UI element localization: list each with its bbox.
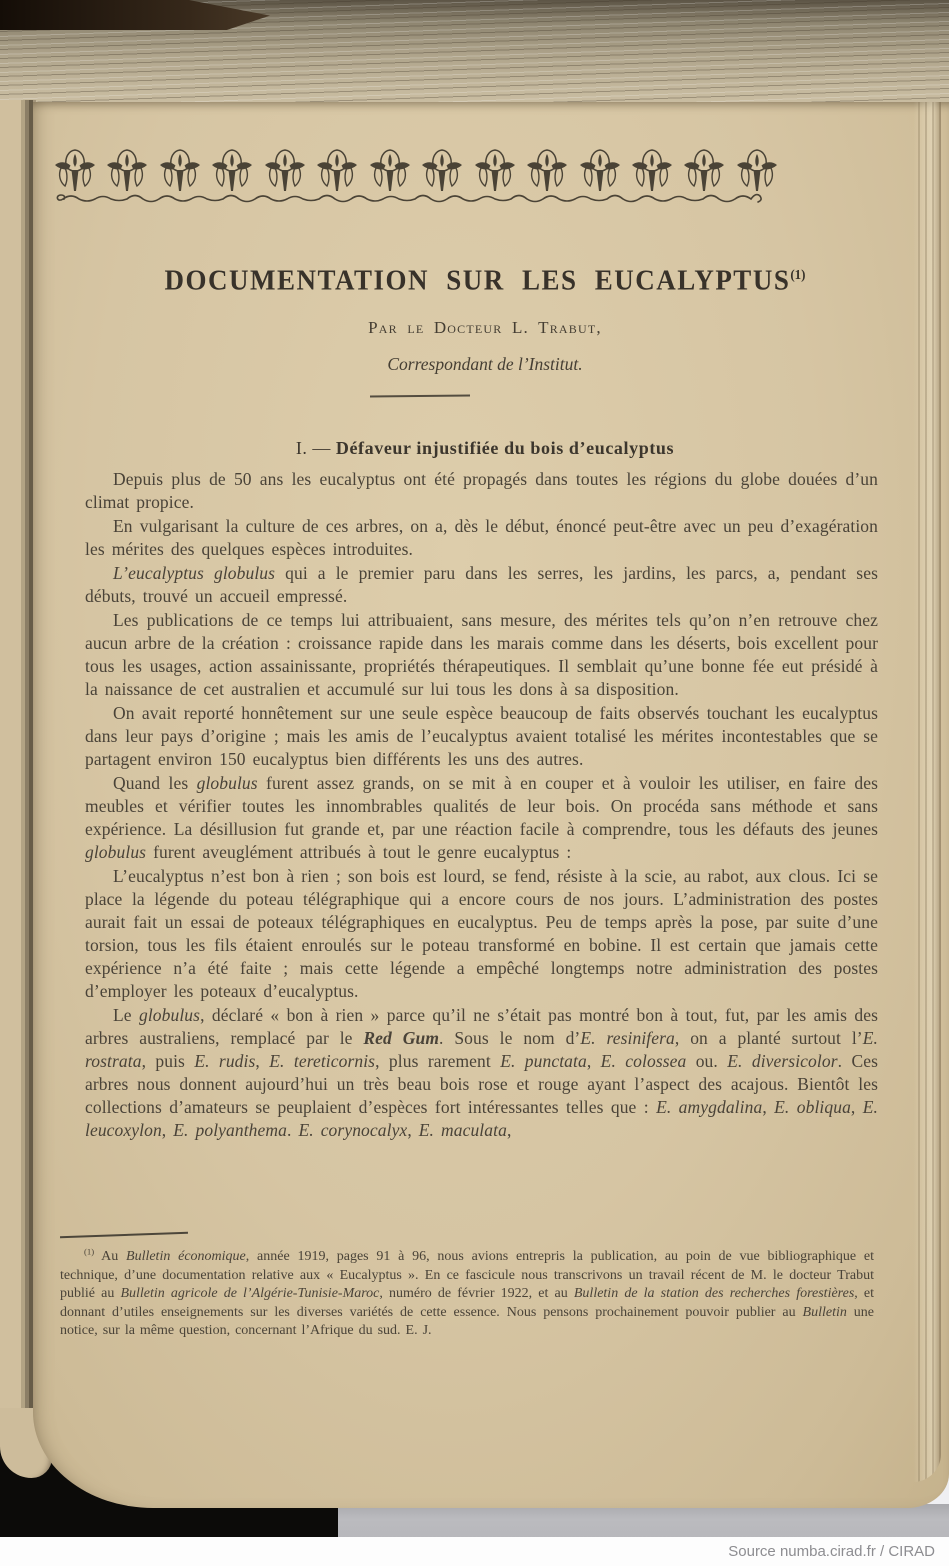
iris-flower-icon: [578, 148, 622, 194]
text-run: furent aveuglément attribués à tout le genre eucalyptus :: [146, 842, 572, 862]
text-run: , puis: [141, 1051, 195, 1071]
text-run: E. resinifera: [580, 1028, 675, 1048]
text-run: , et donnant d’utiles enseignements sur les diverses variétés de cette essence. Nous pensons prochainement pouvoir publier au: [60, 1286, 875, 1320]
paragraph: [85, 772, 878, 864]
text-run: globulus: [196, 773, 258, 793]
text-run: E. maculata: [418, 1120, 507, 1140]
divider-rule: [370, 394, 470, 397]
text-run: ,: [407, 1120, 419, 1140]
text-run: Depuis plus de 50 ans les eucalyptus ont été propagés dans toutes les régions du globe douées d’un climat propice.: [85, 469, 878, 512]
text-run: E. tereticornis: [269, 1051, 376, 1071]
iris-flower-icon: [630, 148, 674, 194]
text-run: .: [287, 1120, 299, 1140]
ornament-band: [53, 148, 779, 206]
text-run: E. diversicolor: [727, 1051, 838, 1071]
text-run: En vulgarisant la culture de ces arbres, on a, dès le début, énoncé peut-être avec un peu d’exagération les mérites des quelques espèces introduites.: [85, 516, 878, 559]
text-run: L’eucalyptus n’est bon à rien ; son bois est lourd, se fend, résiste à la scie, au rabot, aux clous. Ici se place la légende du poteau télégraphique qui a encore cours de nos jours. L’administration des postes aurait fait un essai de poteaux télégraphiques en eucalyptus. Peu de temps après la pose, par suite d’une torsion, tous les fils étaient enroulés sur le poteau transformé en bobine. Il est certain que jamais cette expérience n’a été faite ; mais cette légende a empêché longtemps notre administration des postes d’employer les poteaux d’eucalyptus.: [85, 866, 878, 1001]
text-run: . Ces arbres nous donnent aujourd’hui un très beau bois rose et rouge ayant l’aspect des acajous. Bientôt les collections d’amateurs se peuplaient d’espèces fort intéressantes telles que :: [85, 1051, 878, 1117]
text-run: Quand les: [113, 773, 197, 793]
text-run: une notice, sur la même question, concernant l’Afrique du sud. E. J.: [60, 1304, 874, 1339]
text-run: ,: [850, 1097, 863, 1117]
iris-flower-icon: [105, 148, 149, 194]
book-page: [33, 102, 949, 1508]
iris-flower-icon: [53, 148, 97, 194]
text-run: L’eucalyptus globulus: [113, 563, 276, 583]
text-run: Bulletin: [802, 1304, 847, 1320]
text-run: Bulletin économique: [126, 1249, 246, 1264]
paragraph: [85, 515, 878, 561]
paragraph: [85, 1004, 878, 1142]
iris-flower-icon: [525, 148, 569, 194]
text-run: , plus rarement: [375, 1051, 501, 1071]
iris-flower-icon: [682, 148, 726, 194]
source-credit: Source numba.cirad.fr / CIRAD: [728, 1543, 935, 1560]
iris-flower-icon: [473, 148, 517, 194]
iris-flower-icon: [315, 148, 359, 194]
iris-flower-icon: [420, 148, 464, 194]
text-run: On avait reporté honnêtement sur une seule espèce beaucoup de faits observés touchant les eucalyptus dans leur pays d’origine ; mais les amis de l’eucalyptus avaient totalisé les mérites incontestables que se partagent environ 150 eucalyptus bien différents les uns des autres.: [85, 703, 878, 769]
text-run: E. rudis: [194, 1051, 256, 1071]
paragraph: [85, 562, 878, 608]
text-run: Bulletin agricole de l’Algérie-Tunisie-Maroc: [120, 1286, 380, 1302]
footnote-rule: [60, 1232, 188, 1238]
text-run: Au: [94, 1249, 127, 1264]
text-run: E. leucoxylon: [85, 1097, 879, 1140]
text-run: ou.: [686, 1051, 728, 1071]
text-run: E. colossea: [600, 1051, 687, 1071]
text-run: globulus: [85, 842, 147, 862]
byline: Par le Docteur L. Trabut,: [368, 318, 602, 337]
text-run: ,: [255, 1051, 270, 1071]
book-gutter-edge: [0, 100, 36, 1408]
footnote-marker: (1): [790, 266, 806, 283]
section-heading: [83, 438, 887, 459]
paragraph: [85, 865, 878, 1003]
text-run: Le: [113, 1005, 139, 1025]
iris-flower-icon: [158, 148, 202, 194]
body-paragraphs: [85, 468, 878, 1143]
text-run: ,: [762, 1097, 775, 1117]
byline-subtitle: Correspondant de l’Institut.: [387, 354, 583, 374]
iris-flower-icon: [210, 148, 254, 194]
text-run: ,: [161, 1120, 174, 1140]
text-run: ,: [586, 1051, 601, 1071]
text-run: , année 1919, pages 91 à 96, nous avions entrepris la publication, au poin de vue bibliographique et technique, d’une documentation relative aux « Eucalyptus ». En ce fascicule nous transcrivons un travail récent de M. le docteur Trabut publié au: [60, 1249, 874, 1302]
text-run: E. corynocalyx: [298, 1120, 408, 1140]
text-run: E. amygdalina: [656, 1097, 763, 1117]
footnote-marker: (1): [84, 1246, 95, 1257]
iris-flower-icon: [263, 148, 307, 194]
text-run: furent assez grands, on se mit à en couper et à vouloir les utiliser, en faire des meubles et vérifier toutes les innombrables qualités de leur bois. On procéda sans méthode et sans expérience. La désillusion fut grande et, par une réaction facile à comprendre, tous les défauts des jeunes: [85, 773, 878, 839]
text-run: E. punctata: [500, 1051, 587, 1071]
page-title: [83, 263, 887, 297]
paragraph: [85, 609, 878, 701]
text-run: , déclaré « bon à rien » parce qu’il ne s’était pas montré bon à tout, fut, par les amis des arbres australiens, remplacé par le: [85, 1005, 878, 1048]
section-number: I. —: [295, 438, 336, 458]
source-bar: [0, 1537, 949, 1566]
page-title-text: DOCUMENTATION SUR LES EUCALYPTUS: [164, 264, 791, 296]
footnote: [60, 1248, 874, 1341]
text-run: Les publications de ce temps lui attribuaient, sans mesure, des mérites tels qu’on n’en retrouve chez aucun arbre de la création : croissance rapide dans les marais comme dans les déserts, bois excellent pour tous les usages, action assainissante, propriétés thérapeutiques. Il semblait qu’une bonne fée eut présidé à la naissance de cet australien et accumulé sur lui tous les dons à sa disposition.: [85, 610, 878, 699]
text-run: , numéro de février 1922, et au: [379, 1286, 574, 1302]
text-run: ,: [506, 1120, 512, 1140]
text-run: E. obliqua: [774, 1097, 851, 1117]
text-run: E. rostrata: [85, 1028, 878, 1071]
text-run: , on a planté surtout l’: [674, 1028, 863, 1048]
text-run: Bulletin de la station des recherches forestières: [573, 1286, 855, 1302]
paragraph: [85, 468, 878, 514]
iris-flower-icon: [735, 148, 779, 194]
iris-flower-icon: [368, 148, 412, 194]
section-heading-text: Défaveur injustifiée du bois d’eucalyptus: [335, 438, 675, 458]
text-run: qui a le premier paru dans les serres, les jardins, les parcs, a, pendant ses débuts, trouvé un accueil empressé.: [85, 563, 878, 606]
text-run: E. polyanthema: [173, 1120, 287, 1140]
iris-flower-border: [53, 148, 779, 194]
text-run: globulus: [138, 1005, 201, 1025]
text-run: Red Gum: [363, 1028, 440, 1048]
paragraph: [85, 702, 878, 771]
text-run: . Sous le nom d’: [439, 1028, 581, 1048]
